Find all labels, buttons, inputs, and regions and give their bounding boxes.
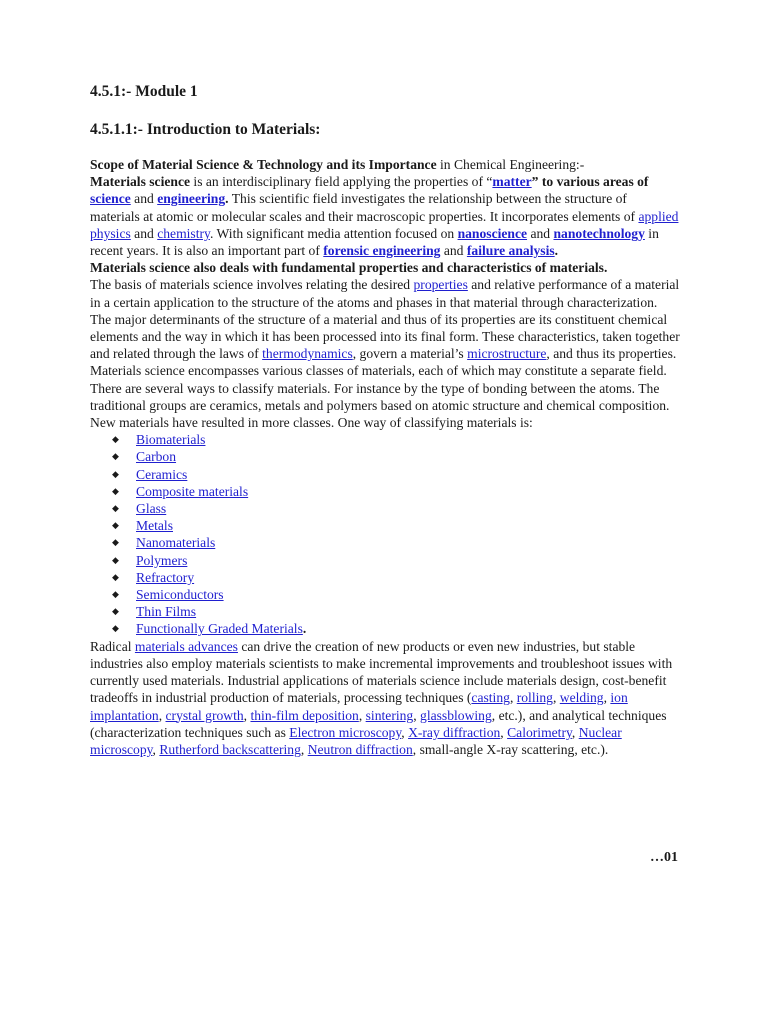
link-ion-implantation[interactable]: ion implantation — [90, 690, 628, 723]
diamond-bullet-icon: ◆ — [112, 571, 119, 582]
diamond-bullet-icon: ◆ — [112, 468, 119, 479]
text-run: , govern a material’s — [352, 346, 468, 362]
diamond-bullet-icon: ◆ — [112, 434, 119, 445]
text-run: and relative performance of a material in a certain application to the structure of the atoms and phases in that material through characterization. The major determinants of the structure of a material and thus of its properties are its constituent chemical elements and the way in which it has been processed into its final form. These characteristics, taken together and related through the laws of — [90, 277, 680, 362]
list-end-period: . — [302, 621, 307, 637]
text-run: and — [130, 225, 158, 241]
list-item — [112, 431, 680, 448]
section-heading: 4.5.1.1:- Introduction to Materials: — [90, 121, 321, 138]
link-applied-physics[interactable]: applied physics — [90, 208, 679, 241]
text-run: in Chemical Engineering:- — [436, 157, 585, 172]
list-item — [112, 448, 680, 465]
link-forensic-engineering[interactable]: forensic engineering — [323, 243, 441, 259]
list-item — [112, 500, 680, 517]
link-calorimetry[interactable]: Calorimetry — [507, 724, 572, 740]
link-sintering[interactable]: sintering — [365, 707, 414, 723]
material-link[interactable]: Refractory — [136, 569, 195, 585]
link-glassblowing[interactable]: glassblowing — [420, 707, 492, 723]
diamond-bullet-icon: ◆ — [112, 606, 119, 617]
material-link[interactable]: Carbon — [136, 449, 177, 465]
diamond-bullet-icon: ◆ — [112, 537, 119, 548]
diamond-bullet-icon: ◆ — [112, 451, 119, 462]
separator: , — [413, 707, 421, 723]
separator: , — [552, 690, 560, 706]
link-crystal-growth[interactable]: crystal growth — [165, 707, 244, 723]
link-engineering[interactable]: engineering — [157, 191, 226, 207]
link-thermodynamics[interactable]: thermodynamics — [262, 346, 353, 362]
list-item — [112, 620, 680, 637]
material-link[interactable]: Ceramics — [136, 466, 188, 482]
diamond-bullet-icon: ◆ — [112, 554, 119, 565]
link-nuclear-microscopy[interactable]: Nuclear microscopy — [90, 724, 622, 757]
link-science[interactable]: science — [90, 191, 131, 207]
link-rutherford-backscattering[interactable]: Rutherford backscattering — [159, 741, 301, 757]
list-item — [112, 586, 680, 603]
link-welding[interactable]: welding — [559, 690, 604, 706]
list-item — [112, 603, 680, 620]
list-item — [112, 534, 680, 551]
diamond-bullet-icon: ◆ — [112, 623, 119, 634]
applications-paragraph — [90, 638, 680, 758]
diamond-bullet-icon: ◆ — [112, 520, 119, 531]
list-item — [112, 483, 680, 500]
link-chemistry[interactable]: chemistry — [157, 225, 210, 241]
link-thin-film-deposition[interactable]: thin-film deposition — [250, 707, 359, 723]
separator: , — [243, 707, 251, 723]
link-matter[interactable]: matter — [492, 174, 532, 190]
diamond-bullet-icon: ◆ — [112, 589, 119, 600]
text-run: The basis of materials science involves relating the desired — [90, 277, 414, 293]
list-item — [112, 552, 680, 569]
scope-label: Scope of Material Science & Technology and its Importance — [90, 157, 437, 172]
document-body — [90, 156, 680, 758]
term-materials-science: Materials science — [90, 174, 191, 190]
link-materials-advances[interactable]: materials advances — [134, 638, 238, 654]
link-rolling[interactable]: rolling — [516, 690, 553, 706]
separator: , — [500, 724, 508, 740]
diamond-bullet-icon: ◆ — [112, 503, 119, 514]
separator: , — [571, 724, 579, 740]
text-run: . With significant media attention focused on — [209, 225, 458, 241]
material-link[interactable]: Thin Films — [136, 604, 197, 620]
separator: , — [358, 707, 366, 723]
text-run: . — [225, 191, 229, 207]
separator: , — [401, 724, 409, 740]
separator: , — [152, 741, 160, 757]
material-link[interactable]: Polymers — [136, 552, 188, 568]
link-electron-microscopy[interactable]: Electron microscopy — [289, 724, 402, 740]
separator: , — [603, 690, 611, 706]
text-run: and — [440, 243, 467, 259]
materials-list — [90, 431, 680, 637]
separator: , — [509, 690, 517, 706]
text-run: can drive the creation of new products or even new industries, but stable industries also employ materials scientists to make incremental improvements and troubleshoot issues with currently used materials. Industrial applications of materials science include materials design, cost-benefit tradeoffs in industrial production of materials, processing techniques ( — [90, 638, 673, 706]
text-run: and — [527, 225, 554, 241]
text-run: , etc.), and analytical techniques (characterization techniques such as — [90, 707, 667, 740]
link-failure-analysis[interactable]: failure analysis — [466, 243, 555, 259]
link-xray-diffraction[interactable]: X-ray diffraction — [408, 724, 501, 740]
material-link[interactable]: Nanomaterials — [136, 535, 216, 551]
text-run: and — [130, 191, 158, 207]
text-run: , and thus its properties. — [546, 346, 677, 362]
text-run: ” to various areas of — [531, 174, 649, 190]
material-link[interactable]: Metals — [136, 518, 173, 534]
text-run: This scientific field investigates the relationship between the structure of materials at atomic or molecular scales and their macroscopic properties. It incorporates elements of — [90, 191, 639, 224]
link-properties[interactable]: properties — [413, 277, 468, 293]
material-link[interactable]: Glass — [136, 501, 167, 517]
text-run: Radical — [90, 638, 135, 654]
link-neutron-diffraction[interactable]: Neutron diffraction — [307, 741, 413, 757]
link-nanoscience[interactable]: nanoscience — [457, 225, 528, 241]
classes-paragraph: Materials science encompasses various classes of materials, each of which may constitute a separate field. There are several ways to classify materials. For instance by the type of bonding between the atoms. The traditional groups are ceramics, metals and polymers based on atomic structure and chemical composition. New materials have resulted in more classes. One way of classifying materials is: — [90, 363, 670, 431]
link-microstructure[interactable]: microstructure — [467, 346, 547, 362]
list-item — [112, 517, 680, 534]
link-casting[interactable]: casting — [471, 690, 510, 706]
fundamentals-paragraph — [90, 259, 680, 362]
separator: , — [158, 707, 166, 723]
fundamentals-lead: Materials science also deals with fundamental properties and characteristics of materials. — [90, 260, 608, 276]
text-run: in recent years. It is also an important part of — [90, 225, 659, 259]
text-run: . — [554, 243, 559, 259]
separator: , — [300, 741, 308, 757]
list-item — [112, 569, 680, 586]
material-link[interactable]: Functionally Graded Materials — [136, 621, 303, 637]
list-item — [112, 466, 680, 483]
text-run: , small-angle X-ray scattering, etc.). — [412, 741, 609, 757]
material-link[interactable]: Composite materials — [136, 483, 249, 499]
scope-paragraph — [90, 156, 680, 259]
material-link[interactable]: Biomaterials — [136, 432, 206, 448]
module-heading: 4.5.1:- Module 1 — [90, 83, 198, 100]
diamond-bullet-icon: ◆ — [112, 485, 119, 496]
material-link[interactable]: Semiconductors — [136, 587, 224, 603]
text-run: is an interdisciplinary field applying the properties of “ — [190, 174, 493, 190]
link-nanotechnology[interactable]: nanotechnology — [553, 225, 645, 241]
page-number: …01 — [650, 850, 678, 865]
